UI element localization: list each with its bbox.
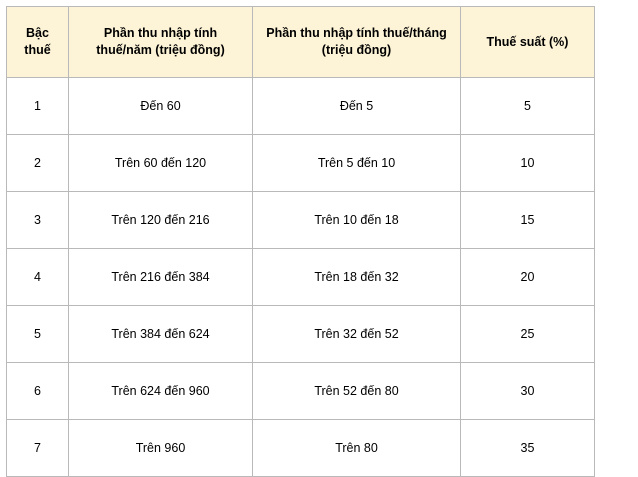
column-header-tax-bracket [7,7,69,78]
column-header-monthly-income [253,7,461,78]
cell-tax-rate: 30 [461,363,595,420]
table-row [7,363,595,420]
cell-tax-rate: 10 [461,135,595,192]
cell-yearly-income: Trên 120 đến 216 [69,192,253,249]
table-header [7,7,595,78]
column-header-yearly-income-label: Phần thu nhập tính thuế/năm (triệu đồng) [96,26,225,57]
cell-yearly-income: Trên 960 [69,420,253,477]
cell-tax-rate: 25 [461,306,595,363]
table-header-row [7,7,595,78]
table-row [7,78,595,135]
cell-yearly-income: Trên 216 đến 384 [69,249,253,306]
column-header-monthly-income-label: Phần thu nhập tính thuế/tháng (triệu đồng) [266,26,447,57]
cell-yearly-income: Trên 384 đến 624 [69,306,253,363]
tax-rate-table [6,6,595,477]
table-row [7,249,595,306]
tax-table-container [6,6,594,477]
column-header-tax-bracket-label: Bậc thuế [24,26,51,57]
cell-tax-rate: 15 [461,192,595,249]
cell-yearly-income: Trên 624 đến 960 [69,363,253,420]
cell-tax-bracket: 2 [7,135,69,192]
cell-tax-bracket: 1 [7,78,69,135]
cell-tax-bracket: 4 [7,249,69,306]
cell-monthly-income: Đến 5 [253,78,461,135]
table-body [7,78,595,477]
column-header-tax-rate [461,7,595,78]
cell-tax-rate: 35 [461,420,595,477]
column-header-tax-rate-label: Thuế suất (%) [486,34,569,49]
table-row [7,306,595,363]
table-row [7,192,595,249]
cell-monthly-income: Trên 18 đến 32 [253,249,461,306]
cell-tax-bracket: 6 [7,363,69,420]
cell-tax-rate: 5 [461,78,595,135]
cell-tax-bracket: 7 [7,420,69,477]
column-header-yearly-income [69,7,253,78]
cell-monthly-income: Trên 5 đến 10 [253,135,461,192]
cell-tax-rate: 20 [461,249,595,306]
cell-monthly-income: Trên 80 [253,420,461,477]
cell-tax-bracket: 3 [7,192,69,249]
table-row [7,135,595,192]
cell-yearly-income: Đến 60 [69,78,253,135]
cell-tax-bracket: 5 [7,306,69,363]
cell-monthly-income: Trên 52 đến 80 [253,363,461,420]
cell-yearly-income: Trên 60 đến 120 [69,135,253,192]
cell-monthly-income: Trên 10 đến 18 [253,192,461,249]
cell-monthly-income: Trên 32 đến 52 [253,306,461,363]
table-row [7,420,595,477]
